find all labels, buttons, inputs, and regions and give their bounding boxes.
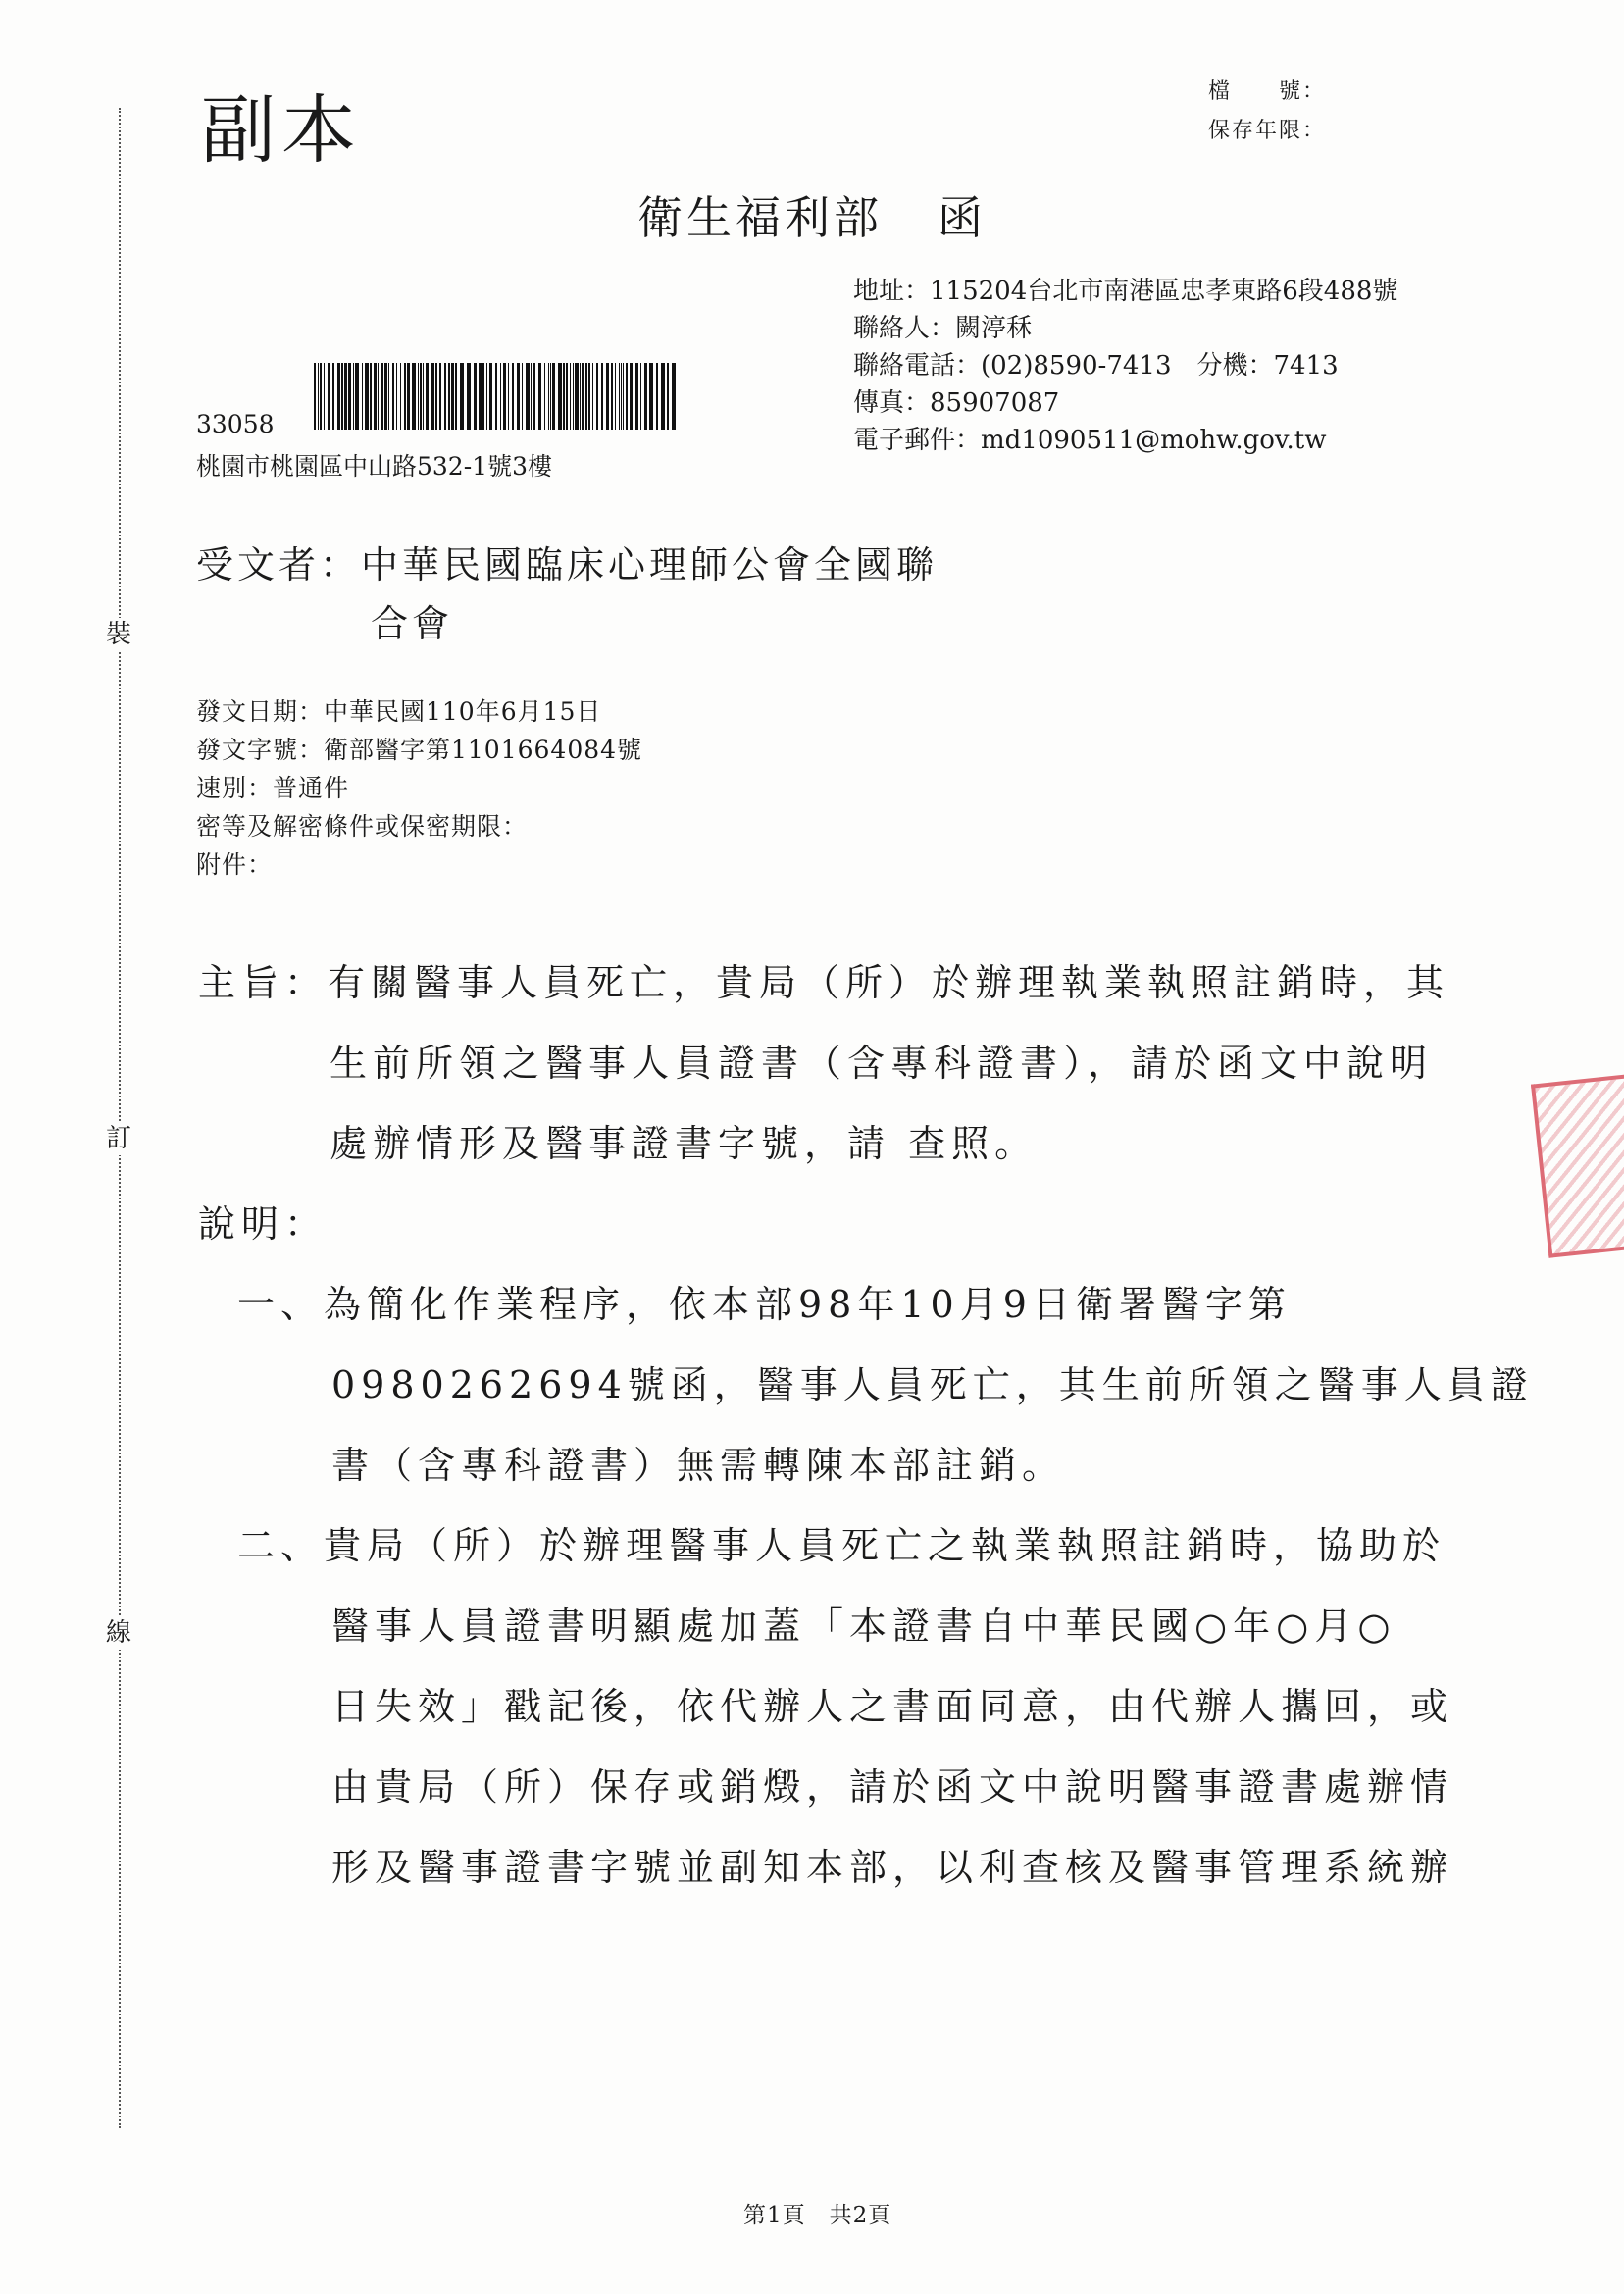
explanation-item-1-line-1: 一、為簡化作業程序，依本部98年10月9日衛署醫字第 [237,1283,1292,1326]
recipient-line-2: 合會 [371,602,454,645]
explanation-item-1-line-3: 書（含專科證書）無需轉陳本部註銷。 [331,1444,1066,1487]
subject-line-1: 主旨：有關醫事人員死亡，貴局（所）於辦理執業執照註銷時，其 [198,961,1450,1004]
binding-line [119,108,121,2128]
recipient [196,535,938,653]
delivery-speed: 速別：普通件 [196,774,350,802]
explanation-item-2-line-3: 日失效」戳記後，依代辦人之書面同意，由代辦人攜回，或 [331,1685,1454,1728]
explanation-item-2-line-2: 醫事人員證書明顯處加蓋「本證書自中華民國○年○月○ [331,1605,1396,1648]
agency-name: 衛生福利部 [637,191,883,244]
file-number-label: 檔 號： [1208,79,1327,104]
sender-contact [853,273,1397,459]
letter-body [198,953,1534,1918]
contact-phone: 聯絡電話：(02)8590-7413 分機：7413 [853,351,1339,381]
explanation-item-1-line-2: 0980262694號函，醫事人員死亡，其生前所領之醫事人員證 [331,1363,1534,1406]
file-meta [1208,73,1326,151]
attachments: 附件： [196,850,274,879]
explanation-label: 說明： [198,1202,329,1246]
page-number: 第1頁 共2頁 [743,2203,892,2228]
contact-email: 電子郵件：md1090511@mohw.gov.tw [853,426,1327,455]
document-title [637,182,987,247]
explanation-item-2-line-4: 由貴局（所）保存或銷燬，請於函文中說明醫事證書處辦情 [331,1765,1454,1809]
binding-mark-top: 裝 [105,620,131,649]
explanation-item-2-line-1: 二、貴局（所）於辦理醫事人員死亡之執業執照註銷時，協助於 [237,1524,1446,1567]
document-type: 函 [938,191,987,244]
explanation-item-2-line-5: 形及醫事證書字號並副知本部，以利查核及醫事管理系統辦 [331,1846,1454,1889]
subject-line-3: 處辦情形及醫事證書字號，請 查照。 [330,1122,1039,1165]
document-info [196,692,642,884]
subject-line-2: 生前所領之醫事人員證書（含專科證書），請於函文中說明 [330,1042,1434,1085]
recipient-address: 桃園市桃園區中山路532-1號3樓 [196,452,552,481]
secrecy-level: 密等及解密條件或保密期限： [196,812,529,841]
recipient-line-1: 受文者：中華民國臨床心理師公會全國聯 [196,543,939,586]
postal-barcode [314,363,685,430]
document-number: 發文字號：衛部醫字第1101664084號 [196,736,643,764]
red-seal-stamp [1531,1074,1624,1257]
contact-person: 聯絡人：闕渟秝 [853,314,1033,343]
issue-date: 發文日期：中華民國110年6月15日 [196,697,602,726]
sender-address: 地址：115204台北市南港區忠孝東路6段488號 [853,277,1398,306]
binding-mark-middle: 訂 [105,1124,131,1153]
binding-mark-bottom: 線 [105,1618,131,1648]
copy-mark: 副本 [201,86,362,174]
contact-fax: 傳真：85907087 [853,388,1060,418]
retention-label: 保存年限： [1208,119,1327,143]
recipient-postcode: 33058 [196,410,275,438]
